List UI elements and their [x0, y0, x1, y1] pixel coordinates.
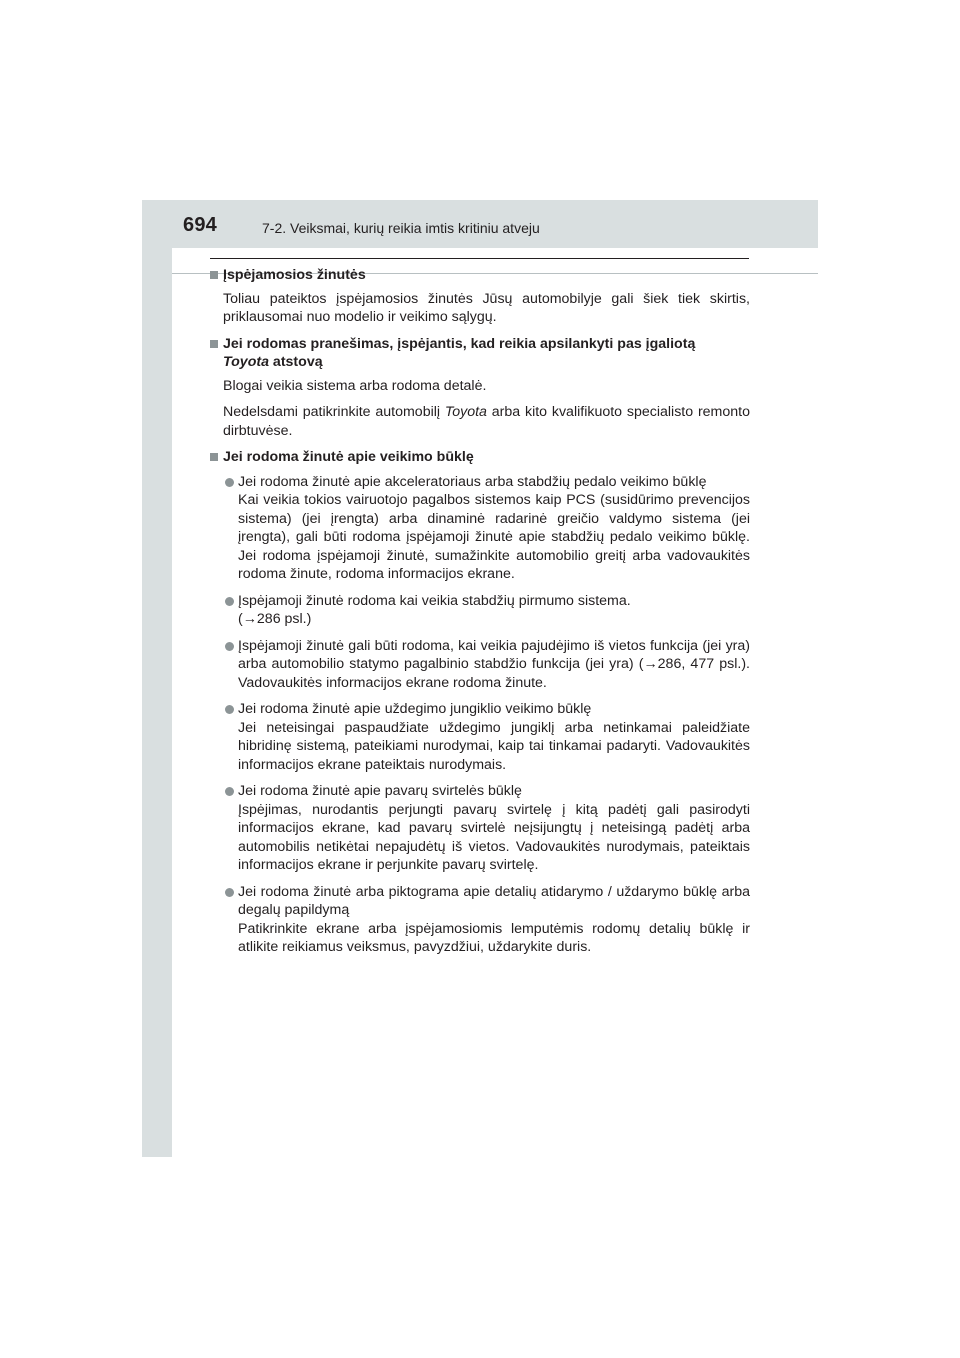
block-operation-status [210, 448, 750, 957]
list-item-lead: Jei rodoma žinutė apie uždegimo jungiklio veikimo būklę [238, 701, 592, 717]
paragraph-text: Nedelsdami patikrinkite automobilį [223, 404, 445, 420]
block-warning-messages [210, 266, 750, 327]
brand-name: Toyota [444, 404, 487, 420]
page-content [210, 266, 750, 965]
list-item-text: Kai veikia tokios vairuotojo pagalbos sistemos kaip PCS (susidūrimo prevencijos sistema) (jei įrengta) arba dinaminė radarinė greičio valdymo sistema (jei įrengta), gali būti rodoma įspėjamoji žinutė apie stabdžių pedalo veikimo būklę. Jei rodoma įspėjamoji žinutė, sumažinkite automobilio greitį arba vadovaukitės rodoma žinute, rodoma informacijos ekrane. [238, 492, 750, 582]
content-rule [210, 258, 749, 259]
section-title: 7-2. Veiksmai, kurių reikia imtis kritiniu atveju [262, 220, 540, 236]
list-item [210, 883, 750, 957]
list-item [210, 473, 750, 584]
paragraph: Blogai veikia sistema arba rodoma detalė. [223, 377, 487, 394]
list-item-text: Patikrinkite ekrane arba įspėjamosiomis lemputėmis rodomų detalių būklę ir atlikite reikiamus veiksmus, pavyzdžiui, uždarykite duris. [238, 920, 750, 955]
square-marker-icon [210, 453, 218, 461]
bullet-dot-icon [225, 478, 234, 487]
heading-text: Jei rodoma žinutė apie veikimo būklę [223, 449, 474, 465]
bullet-dot-icon [225, 705, 234, 714]
heading-text: Įspėjamosios žinutės [223, 267, 366, 283]
square-marker-icon [210, 340, 218, 348]
paragraph-text-end: arba kito kvalifikuoto specialisto remonto dirbtuvėse. [223, 404, 750, 439]
list-item-text: Įspėjimas, nurodantis perjungti pavarų svirtelę į kitą padėtį gali pasirodyti informacijos ekrane, kad pavarų svirtelė neįsijungtų į neteisingą padėtį arba automobilis netikėtai nepajudėtų iš vietos. Vadovaukitės nurodymais, pateiktais informacijos ekrane ir perjunkite pavarų svirtelę. [238, 801, 750, 873]
list-item-lead: Jei rodoma žinutė apie akceleratoriaus arba stabdžių pedalo veikimo būklę [238, 473, 707, 490]
heading-text-end: atstovą [268, 354, 323, 370]
list-item [210, 700, 750, 774]
list-item [210, 782, 750, 875]
list-item-text: Jei neteisingai paspaudžiate uždegimo jungiklį arba netinkamai paleidžiate hibridinę sistemą, pateikiami nurodymai, kaip tai tinkamai padaryti. Vadovaukitės informacijos ekrane pateiktais nurodymais. [238, 719, 750, 773]
bullet-dot-icon [225, 888, 234, 897]
list-item-lead: Įspėjamoji žinutė rodoma kai veikia stabdžių pirmumo sistema. [238, 592, 631, 609]
heading-warning-messages [210, 266, 750, 285]
bullet-dot-icon [225, 787, 234, 796]
list-item-lead: Jei rodoma žinutė arba piktograma apie detalių atidarymo / uždarymo būklę arba degalų papildymą [238, 883, 750, 918]
heading-dealer-visit [210, 335, 750, 372]
paragraph: Toliau pateiktos įspėjamosios žinutės Jūsų automobilyje gali šiek tiek skirtis, priklausomai nuo modelio ir veikimo sąlygų. [223, 290, 750, 325]
heading-text: Jei rodomas pranešimas, įspėjantis, kad reikia apsilankyti pas įgaliotą [223, 335, 696, 352]
block-dealer-visit [210, 335, 750, 441]
bullet-dot-icon [225, 597, 234, 606]
side-band [142, 200, 172, 1157]
list-item [210, 637, 750, 693]
brand-name: Toyota [223, 354, 269, 370]
list-item [210, 592, 750, 629]
bullet-dot-icon [225, 642, 234, 651]
list-item-lead: Jei rodoma žinutė apie pavarų svirtelės būklę [238, 783, 522, 799]
page-number: 694 [183, 214, 217, 236]
square-marker-icon [210, 271, 218, 279]
paragraph-check-vehicle [210, 403, 750, 440]
list-item-text: Įspėjamoji žinutė gali būti rodoma, kai veikia pajudėjimo iš vietos funkcija (jei yra) arba automobilio statymo pagalbinio stabdžio funkcija (jei yra) (→286, 477 psl.). Vadovaukitės informacijos ekrane rodoma žinute. [238, 637, 750, 691]
heading-operation-status [210, 448, 750, 467]
list-item-text: (→286 psl.) [238, 611, 312, 627]
